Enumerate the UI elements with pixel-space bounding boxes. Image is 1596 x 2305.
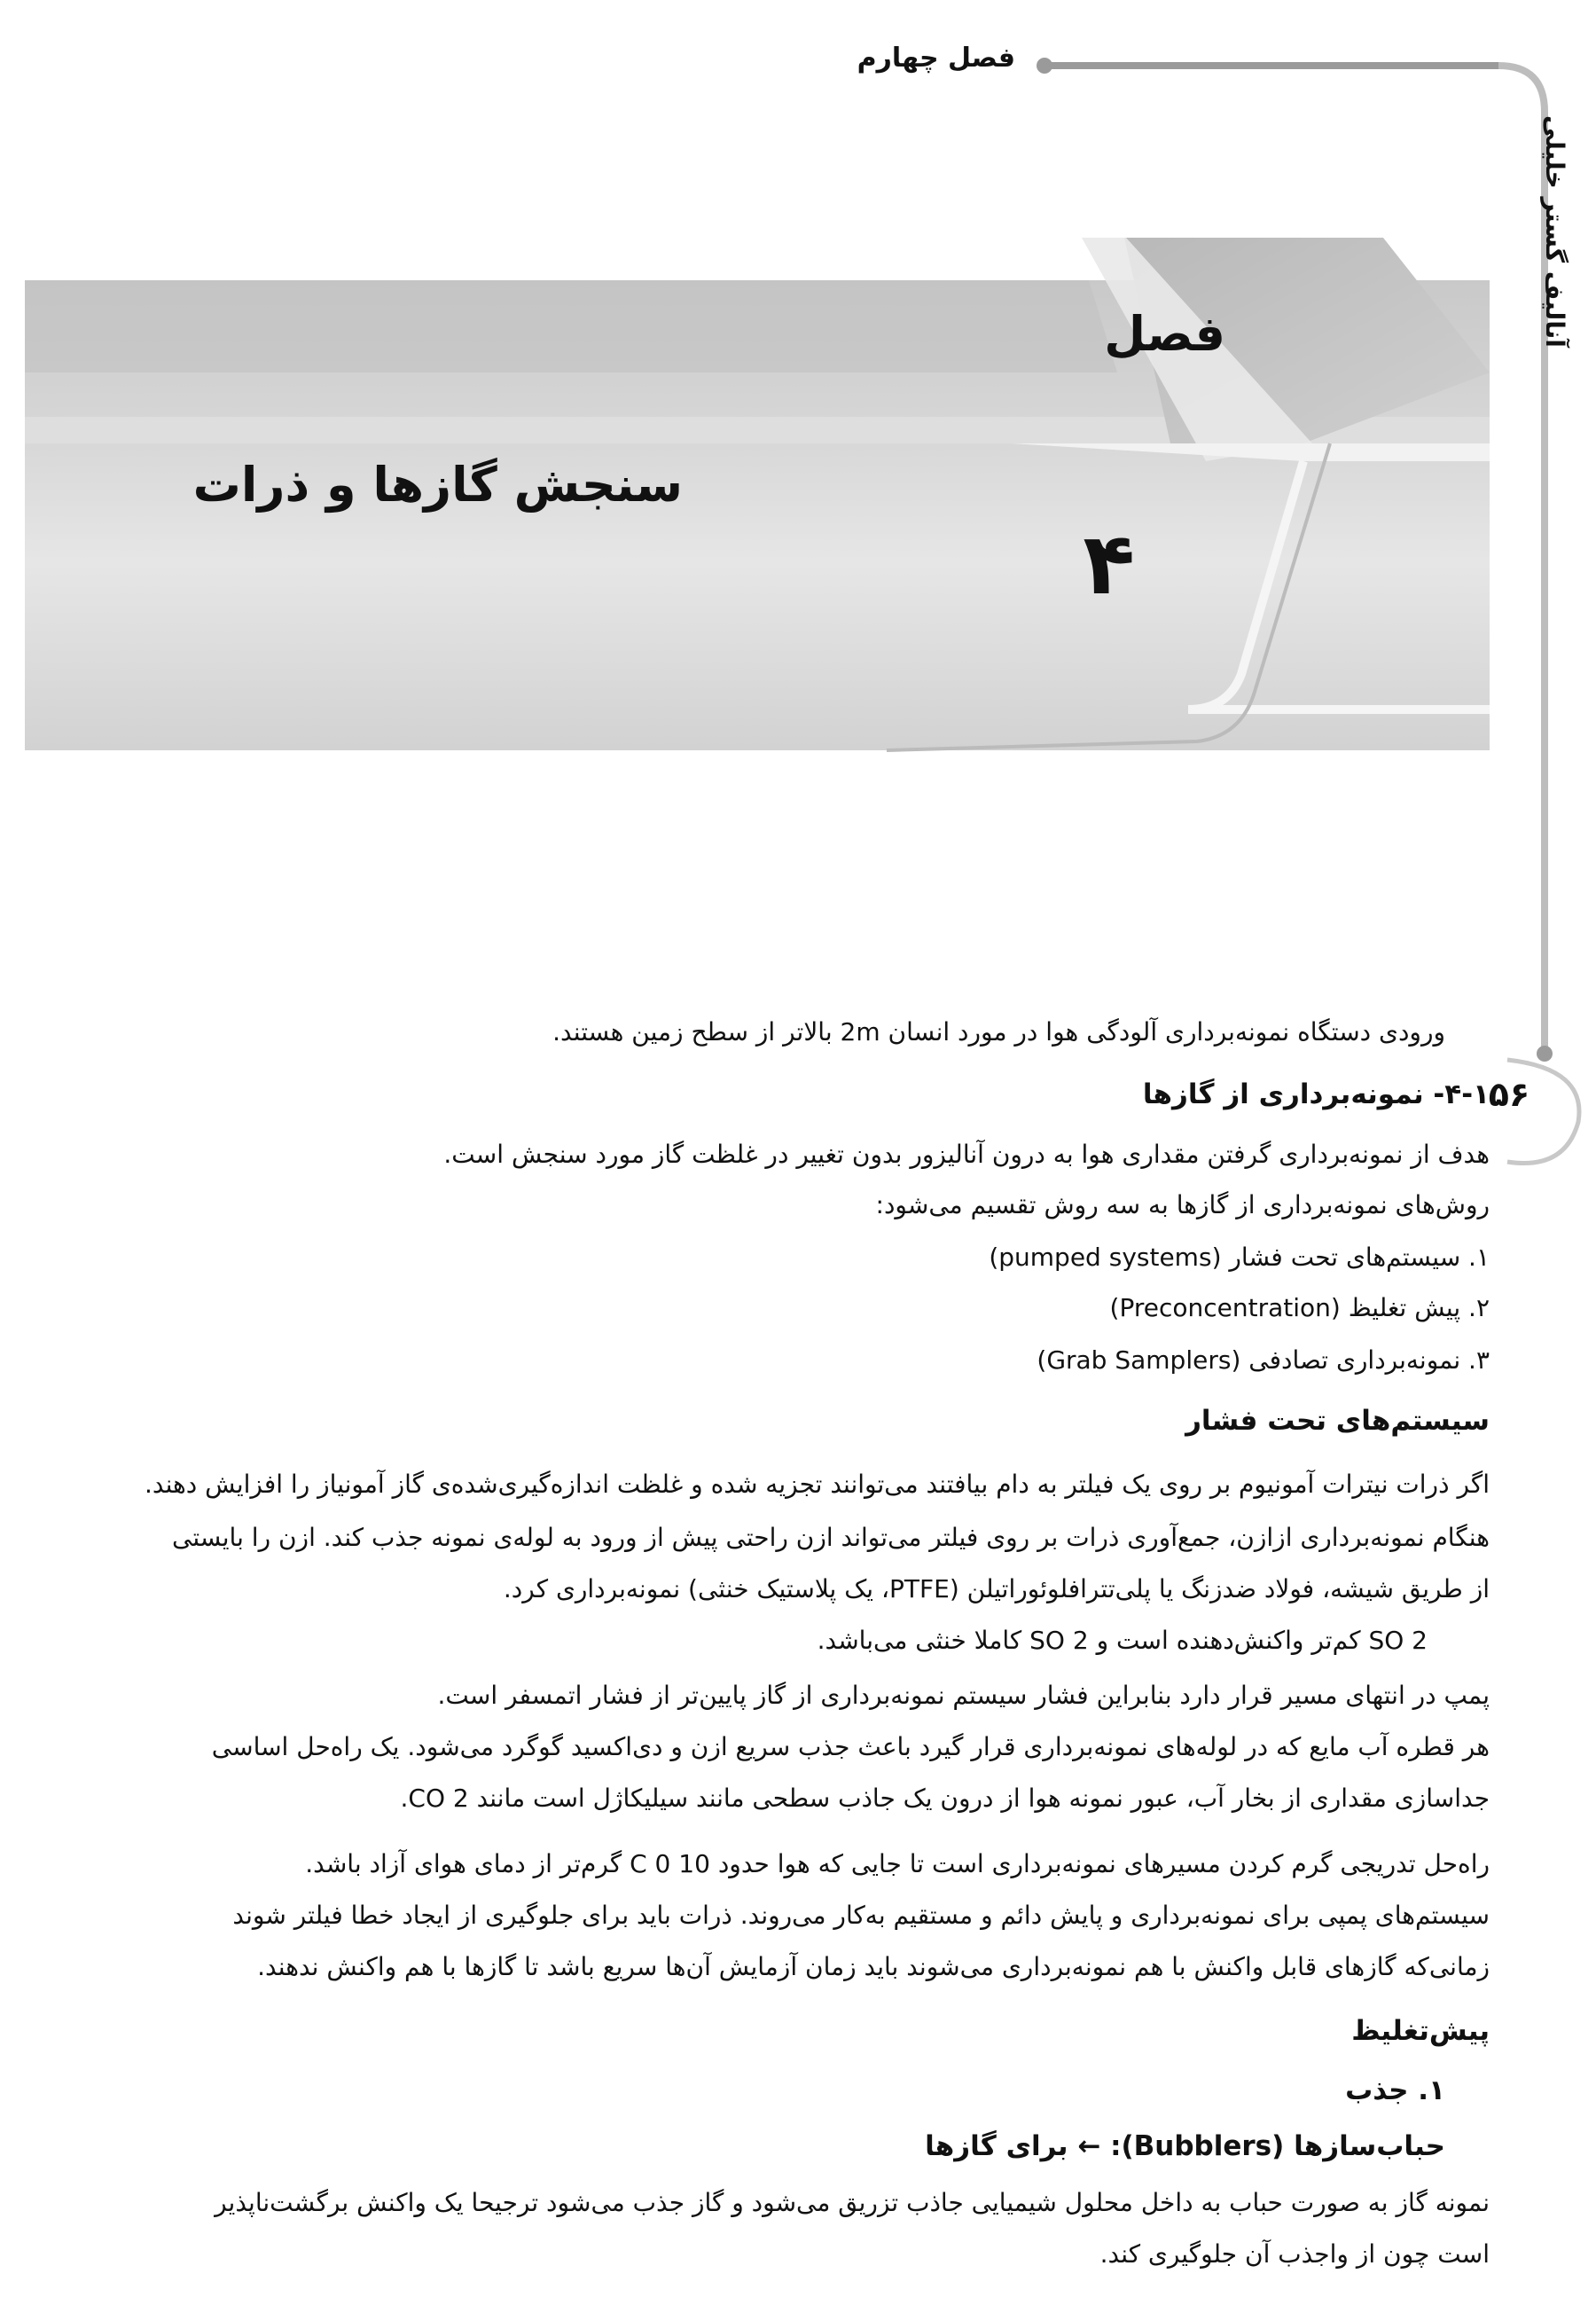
chapter-title: سنجش گازها و ذرات	[192, 457, 683, 513]
paragraph: هر قطره آب مایع که در لوله‌های نمونه‌برداری قرار گیرد باعث جذب سریع ازن و دی‌اکسید گوگرد می‌شود. یک راه‌حل اساسی	[211, 1732, 1490, 1761]
subheading: ۱. جذب	[1345, 2074, 1445, 2106]
paragraph: نمونه گاز به صورت حباب به داخل محلول شیمیایی جاذب تزریق می‌شود و گاز جذب می‌شود ترجیحا یک واکنش برگشت‌ناپذیر	[215, 2188, 1490, 2217]
paragraph: راه‌حل تدریجی گرم کردن مسیرهای نمونه‌برداری است تا جایی که هوا حدود 10 0 C گرم‌تر از دمای هوای آزاد باشد.	[305, 1849, 1490, 1878]
paragraph: از طریق شیشه، فولاد ضدزنگ یا پلی‌تترافلوئوراتیلن (PTFE، یک پلاستیک خنثی) نمونه‌برداری کرد.	[503, 1574, 1490, 1603]
paragraph: سیستم‌های پمپی برای نمونه‌برداری و پایش دائم و مستقیم به‌کار می‌روند. ذرات باید برای جلوگیری از ایجاد خطا فیلتر شوند	[232, 1901, 1490, 1930]
chapter-header: فصل چهارم	[857, 43, 1015, 74]
subheading: پیش‌تغلیظ	[1351, 2015, 1490, 2047]
subheading: سیستم‌های تحت فشار	[1185, 1405, 1490, 1437]
list-item: ۲. پیش تغلیظ (Preconcentration)	[1109, 1293, 1490, 1322]
intro-line: ورودی دستگاه نمونه‌برداری آلودگی هوا در مورد انسان 2m بالاتر از سطح زمین هستند.	[552, 1017, 1445, 1047]
page-number: ۵۶	[1488, 1075, 1530, 1114]
side-title: آنالیف گستر خلیلی	[1540, 115, 1569, 348]
paragraph: SO 2 کم‌تر واکنش‌دهنده است و SO 2 کاملا خنثی می‌باشد.	[817, 1626, 1428, 1655]
paragraph: اگر ذرات نیترات آمونیوم بر روی یک فیلتر به دام بیافتند می‌توانند تجزیه شده و غلظت اندازه‌گیری‌شده‌ی گاز آمونیاز را افزایش دهند.	[144, 1470, 1490, 1499]
list-item: ۱. سیستم‌های تحت فشار (pumped systems)	[989, 1243, 1490, 1272]
section-heading: ۴-۱- نمونه‌برداری از گازها	[1142, 1078, 1490, 1110]
paragraph: جداسازی مقداری از بخار آب، عبور نمونه هوا از درون یک جاذب سطحی مانند سیلیکاژل است مانند CO 2.	[400, 1784, 1490, 1813]
paragraph: است چون از واجذب آن جلوگیری کند.	[1099, 2239, 1490, 2269]
paragraph: روش‌های نمونه‌برداری از گازها به سه روش تقسیم می‌شود:	[875, 1190, 1490, 1219]
list-item: ۳. نمونه‌برداری تصادفی (Grab Samplers)	[1037, 1345, 1490, 1375]
subheading: حباب‌سازها (Bubblers): ← برای گازها	[925, 2130, 1445, 2162]
paragraph: هنگام نمونه‌برداری ازازن، جمع‌آوری ذرات بر روی فیلتر می‌تواند ازن راحتی پیش از ورود به لوله‌ی نمونه جذب کند. ازن را بایستی	[172, 1523, 1490, 1552]
paragraph: هدف از نمونه‌برداری گرفتن مقداری هوا به درون آنالیزور بدون تغییر در غلظت گاز مورد سنجش است.	[443, 1140, 1490, 1169]
paragraph: زمانی‌که گازهای قابل واکنش با هم نمونه‌برداری می‌شوند باید زمان آزمایش آن‌ها سریع باشد تا گازها با هم واکنش ندهند.	[257, 1952, 1490, 1981]
chapter-number: ۴	[1083, 514, 1135, 614]
paragraph: پمپ در انتهای مسیر قرار دارد بنابراین فشار سیستم نمونه‌برداری از گاز پایین‌تر از فشار اتمسفر است.	[437, 1681, 1490, 1710]
chapter-label: فصل	[1104, 306, 1225, 362]
